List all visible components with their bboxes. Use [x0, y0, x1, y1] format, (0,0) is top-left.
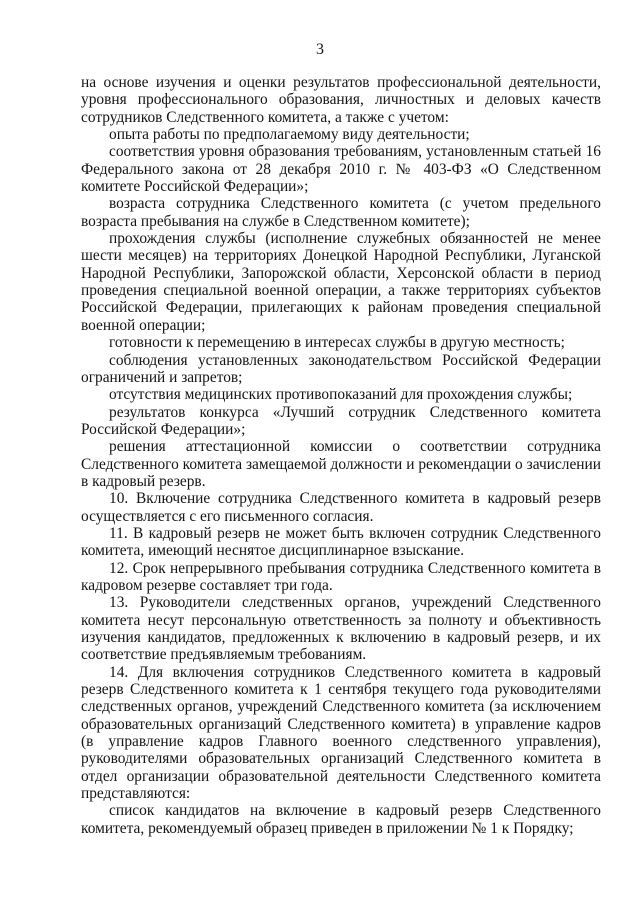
paragraph-restrictions: соблюдения установленных законодательством Российской Федерации ограничений и запретов; [81, 351, 601, 386]
paragraph-age: возраста сотрудника Следственного комитета (с учетом предельного возраста пребывания на службе в Следственном комитете); [81, 195, 601, 230]
paragraph-relocation: готовности к перемещению в интересах службы в другую местность; [109, 334, 565, 352]
paragraph-item-13: 13. Руководители следственных органов, учреждений Следственного комитета несут персональную ответственность за полноту и объективность изучения кандидатов, предложенных к включению в кадровый резерв, и их соответствие предъявляемым требованиям. [81, 594, 601, 664]
paragraph-item-14: 14. Для включения сотрудников Следственного комитета в кадровый резерв Следственного комитета к 1 сентября текущего года руководителями следственных органов, учреждений Следственного комитета (за исключением образовательных организаций Следственного комитета) в управление кадров (в управление кадров Главного военного следственного управления), руководителями образовательных организаций Следственного комитета в отдел организации образовательной деятельности Следственного комитета представляются: [81, 663, 601, 803]
paragraph-medical: отсутствия медицинских противопоказаний для прохождения службы; [109, 386, 573, 404]
paragraph-candidate-list: список кандидатов на включение в кадровый резерв Следственного комитета, рекомендуемый образец приведен в приложении № 1 к Порядку; [81, 802, 601, 837]
document-body [81, 74, 601, 837]
paragraph-item-10: 10. Включение сотрудника Следственного комитета в кадровый резерв осуществляется с его письменного согласия. [81, 490, 601, 525]
page-number: 3 [316, 41, 324, 58]
paragraph-education: соответствия уровня образования требованиям, установленным статьей 16 Федерального закона от 28 декабря 2010 г. № 403-ФЗ «О Следственном комитете Российской Федерации»; [81, 143, 601, 196]
paragraph-service: прохождения службы (исполнение служебных обязанностей не менее шести месяцев) на территориях Донецкой Народной Республики, Луганской Народной Республики, Запорожской области, Херсонской области в период проведения специальной военной операции, а также территориях субъектов Российской Федерации, прилегающих к районам проведения специальной военной операции; [81, 230, 601, 334]
paragraph-item-12: 12. Срок непрерывного пребывания сотрудника Следственного комитета в кадровом резерве составляет три года. [81, 559, 601, 594]
paragraph-attestation: решения аттестационной комиссии о соответствии сотрудника Следственного комитета замещаемой должности и рекомендации о зачислении в кадровый резерв. [81, 438, 601, 490]
paragraph-intro: на основе изучения и оценки результатов профессиональной деятельности, уровня профессионального образования, личностных и деловых качеств сотрудников Следственного комитета, а также с учетом: [81, 74, 601, 126]
paragraph-contest: результатов конкурса «Лучший сотрудник Следственного комитета Российской Федерации»; [81, 403, 601, 438]
paragraph-work-experience: опыта работы по предполагаемому виду деятельности; [109, 126, 470, 144]
paragraph-item-11: 11. В кадровый резерв не может быть включен сотрудник Следственного комитета, имеющий неснятое дисциплинарное взыскание. [81, 524, 601, 560]
